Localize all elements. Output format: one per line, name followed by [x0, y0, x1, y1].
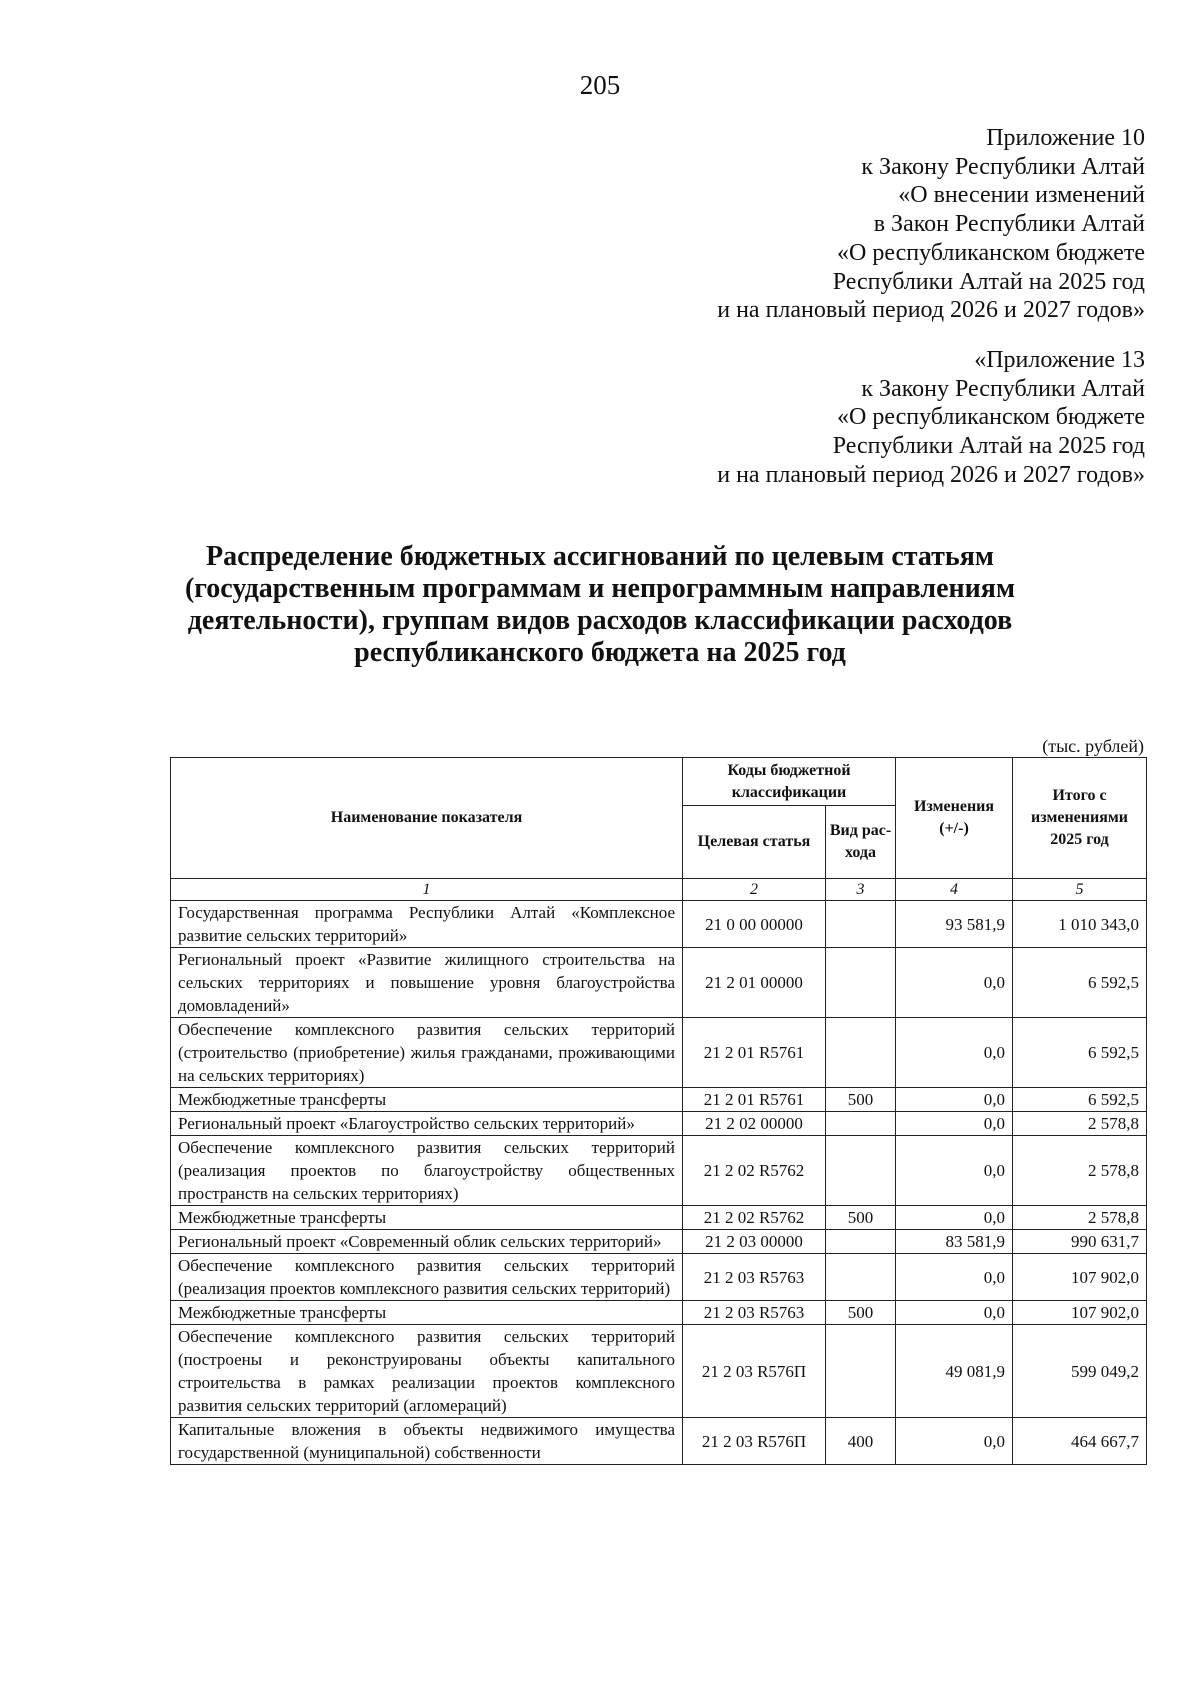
- table-row: [171, 901, 1147, 948]
- header-total: Итого с изменениями 2025 год: [1013, 758, 1147, 879]
- annex-line: к Закону Республики Алтай: [861, 153, 1145, 180]
- table-row: [171, 1088, 1147, 1112]
- table-row: [171, 1018, 1147, 1088]
- table-row: [171, 1230, 1147, 1254]
- annex-current-reference: [717, 124, 1145, 325]
- row-target-article-cell: 21 2 03 R5763: [683, 1254, 826, 1301]
- column-number: 3: [826, 879, 896, 901]
- row-target-article-cell: 21 2 02 00000: [683, 1112, 826, 1136]
- row-changes-cell: 0,0: [896, 948, 1013, 1018]
- column-numbers-row: [171, 879, 1147, 901]
- header-name: Наименование показателя: [171, 758, 683, 879]
- header-target-article: Целевая статья: [683, 806, 826, 879]
- row-total-cell: 107 902,0: [1013, 1254, 1147, 1301]
- row-total-cell: 107 902,0: [1013, 1301, 1147, 1325]
- row-expense-kind-cell: 500: [826, 1088, 896, 1112]
- row-name-cell: Региональный проект «Благоустройство сельских территорий»: [171, 1112, 683, 1136]
- row-target-article-cell: 21 2 03 R576П: [683, 1325, 826, 1418]
- row-total-cell: 464 667,7: [1013, 1418, 1147, 1465]
- table-row: [171, 1254, 1147, 1301]
- row-total-cell: 2 578,8: [1013, 1206, 1147, 1230]
- table-row: [171, 1112, 1147, 1136]
- row-name-cell: Межбюджетные трансферты: [171, 1206, 683, 1230]
- row-total-cell: 599 049,2: [1013, 1325, 1147, 1418]
- table-row: [171, 1418, 1147, 1465]
- row-changes-cell: 0,0: [896, 1088, 1013, 1112]
- annex-line: и на плановый период 2026 и 2027 годов»: [717, 297, 1145, 324]
- row-total-cell: 990 631,7: [1013, 1230, 1147, 1254]
- row-changes-cell: 0,0: [896, 1018, 1013, 1088]
- annex-line: Республики Алтай на 2025 год: [832, 268, 1145, 295]
- row-target-article-cell: 21 2 03 R5763: [683, 1301, 826, 1325]
- header-codes-group: Коды бюджетной классификации: [683, 758, 896, 806]
- row-name-cell: Региональный проект «Современный облик сельских территорий»: [171, 1230, 683, 1254]
- row-expense-kind-cell: 400: [826, 1418, 896, 1465]
- row-name-cell: Обеспечение комплексного развития сельских территорий (реализация проектов комплексного развития сельских территорий): [171, 1254, 683, 1301]
- row-changes-cell: 0,0: [896, 1254, 1013, 1301]
- row-changes-cell: 0,0: [896, 1206, 1013, 1230]
- annex-line: и на плановый период 2026 и 2027 годов»: [717, 461, 1145, 488]
- row-target-article-cell: 21 2 03 00000: [683, 1230, 826, 1254]
- page-number: 205: [579, 70, 621, 100]
- row-total-cell: 6 592,5: [1013, 1018, 1147, 1088]
- column-number: 5: [1013, 879, 1147, 901]
- table-body: [171, 879, 1147, 1465]
- budget-allocation-table: [170, 757, 1147, 1465]
- table-row: [171, 1301, 1147, 1325]
- header-changes: Изменения (+/-): [896, 758, 1013, 879]
- annex-line: «О республиканском бюджете: [836, 404, 1145, 431]
- table-header-row: [171, 758, 1147, 806]
- row-target-article-cell: 21 2 01 R5761: [683, 1018, 826, 1088]
- row-total-cell: 6 592,5: [1013, 1088, 1147, 1112]
- row-changes-cell: 93 581,9: [896, 901, 1013, 948]
- row-total-cell: 2 578,8: [1013, 1112, 1147, 1136]
- table-row: [171, 1325, 1147, 1418]
- row-target-article-cell: 21 0 00 00000: [683, 901, 826, 948]
- row-target-article-cell: 21 2 02 R5762: [683, 1136, 826, 1206]
- row-changes-cell: 0,0: [896, 1301, 1013, 1325]
- row-total-cell: 2 578,8: [1013, 1136, 1147, 1206]
- annex-line: в Закон Республики Алтай: [873, 211, 1145, 238]
- row-changes-cell: 0,0: [896, 1136, 1013, 1206]
- row-total-cell: 6 592,5: [1013, 948, 1147, 1018]
- row-target-article-cell: 21 2 01 00000: [683, 948, 826, 1018]
- annex-original-reference: [717, 346, 1145, 490]
- row-name-cell: Межбюджетные трансферты: [171, 1088, 683, 1112]
- row-changes-cell: 49 081,9: [896, 1325, 1013, 1418]
- row-name-cell: Межбюджетные трансферты: [171, 1301, 683, 1325]
- column-number: 4: [896, 879, 1013, 901]
- annex-line: к Закону Республики Алтай: [861, 375, 1145, 402]
- annex-line: «О республиканском бюджете: [836, 239, 1145, 266]
- row-expense-kind-cell: [826, 1112, 896, 1136]
- row-changes-cell: 0,0: [896, 1418, 1013, 1465]
- row-changes-cell: 0,0: [896, 1112, 1013, 1136]
- row-total-cell: 1 010 343,0: [1013, 901, 1147, 948]
- column-number: 1: [171, 879, 683, 901]
- row-target-article-cell: 21 2 03 R576П: [683, 1418, 826, 1465]
- annex-line: Республики Алтай на 2025 год: [832, 433, 1145, 460]
- row-expense-kind-cell: [826, 1325, 896, 1418]
- row-target-article-cell: 21 2 02 R5762: [683, 1206, 826, 1230]
- annex-line: «Приложение 13: [974, 347, 1145, 373]
- unit-note: (тыс. рублей): [1042, 736, 1144, 756]
- row-expense-kind-cell: [826, 1254, 896, 1301]
- row-expense-kind-cell: [826, 901, 896, 948]
- table-row: [171, 1136, 1147, 1206]
- row-changes-cell: 83 581,9: [896, 1230, 1013, 1254]
- header-expense-kind: Вид рас-хода: [826, 806, 896, 879]
- row-expense-kind-cell: [826, 948, 896, 1018]
- row-expense-kind-cell: [826, 1018, 896, 1088]
- table-row: [171, 1206, 1147, 1230]
- row-target-article-cell: 21 2 01 R5761: [683, 1088, 826, 1112]
- annex-line: «О внесении изменений: [898, 182, 1145, 209]
- row-name-cell: Капитальные вложения в объекты недвижимого имущества государственной (муниципальной) собственности: [171, 1418, 683, 1465]
- annex-line: Приложение 10: [986, 125, 1145, 151]
- row-name-cell: Обеспечение комплексного развития сельских территорий (реализация проектов по благоустройству общественных пространств на сельских территориях): [171, 1136, 683, 1206]
- document-title: Распределение бюджетных ассигнований по целевым статьям (государственным программам и непрограммным направлениям деятельности), группам видов расходов классификации расходов республиканского бюджета на 2025 год: [184, 541, 1016, 668]
- row-expense-kind-cell: 500: [826, 1301, 896, 1325]
- row-name-cell: Обеспечение комплексного развития сельских территорий (строительство (приобретение) жилья гражданами, проживающими на сельских территориях): [171, 1018, 683, 1088]
- row-expense-kind-cell: [826, 1230, 896, 1254]
- row-name-cell: Государственная программа Республики Алтай «Комплексное развитие сельских территорий»: [171, 901, 683, 948]
- row-expense-kind-cell: [826, 1136, 896, 1206]
- column-number: 2: [683, 879, 826, 901]
- row-name-cell: Обеспечение комплексного развития сельских территорий (построены и реконструированы объекты капитального строительства в рамках реализации проектов комплексного развития сельских территорий (агломераций): [171, 1325, 683, 1418]
- table-row: [171, 948, 1147, 1018]
- row-name-cell: Региональный проект «Развитие жилищного строительства на сельских территориях и повышение уровня благоустройства домовладений»: [171, 948, 683, 1018]
- row-expense-kind-cell: 500: [826, 1206, 896, 1230]
